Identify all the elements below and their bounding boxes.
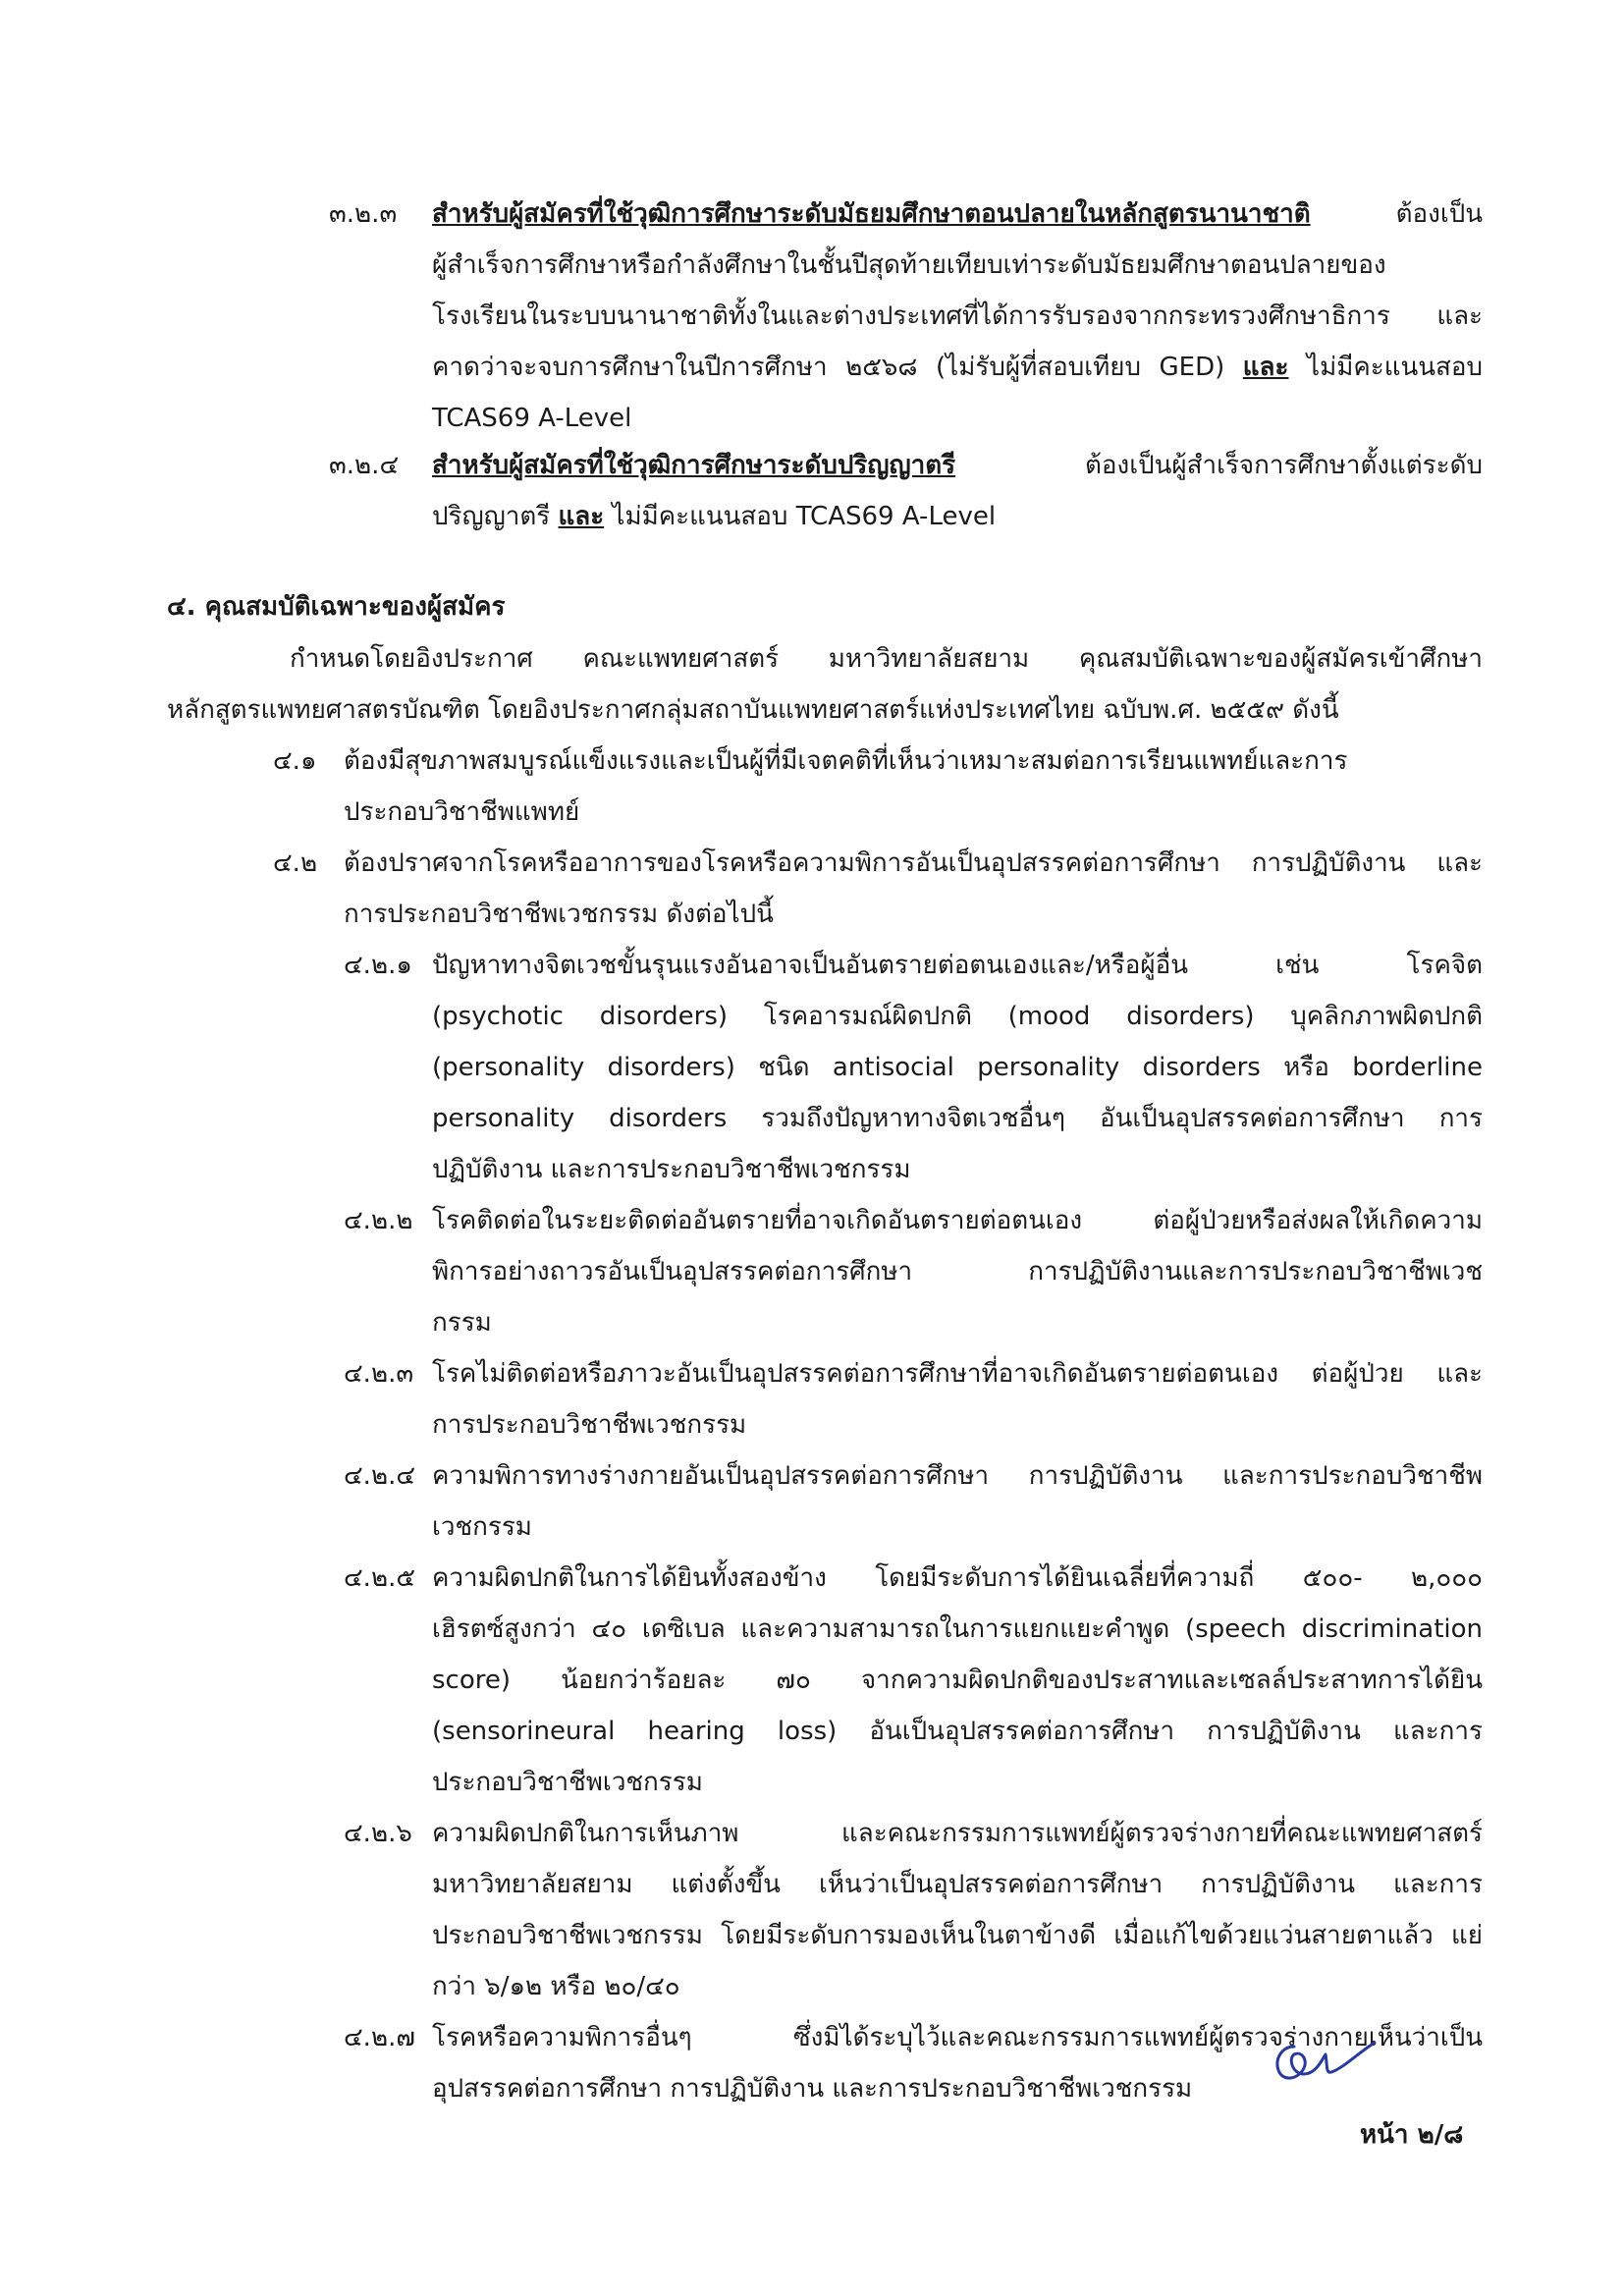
paragraph-line: (personality disorders) ชนิด antisocial personality disorders หรือ borderline: [432, 1053, 1483, 1082]
item-number: ๔.๒.๔: [344, 1461, 416, 1491]
paragraph-line: การประกอบวิชาชีพเวชกรรม ดังต่อไปนี้: [344, 900, 774, 929]
paragraph-line: ต้องมีสุขภาพสมบูรณ์แข็งแรงและเป็นผู้ที่มีเจตคติที่เห็นว่าเหมาะสมต่อการเรียนแพทย์และการ: [344, 746, 1348, 776]
item-number: ๔.๒.๒: [344, 1206, 413, 1235]
item-number: ๔.๒.๓: [344, 1359, 414, 1389]
item-4-2-4: [432, 1450, 1483, 1553]
section-3-2-4: [432, 440, 1483, 542]
paragraph-line: โรคหรือความพิการอื่นๆ ซึ่งมิได้ระบุไว้และคณะกรรมการแพทย์ผู้ตรวจร่างกายเห็นว่าเป็น: [432, 2023, 1483, 2052]
handwritten-initials-icon: [1265, 2025, 1382, 2094]
page-number: หน้า ๒/๘: [1360, 2120, 1464, 2150]
section-3-2-3: [432, 189, 1483, 444]
paragraph-line: score) น้อยกว่าร้อยละ ๗๐ จากความผิดปกติของประสาทและเซลล์ประสาทการได้ยิน: [432, 1666, 1483, 1695]
section-intro: [167, 684, 1339, 736]
paragraph-line: กรรม: [432, 1308, 492, 1338]
section-lead: สำหรับผู้สมัครที่ใช้วุฒิการศึกษาระดับปริญญาตรี: [432, 451, 956, 480]
paragraph-line: การประกอบวิชาชีพเวชกรรม: [432, 1410, 747, 1440]
paragraph-line: ประกอบวิชาชีพเวชกรรม: [432, 1768, 703, 1797]
paragraph-line: ต้องปราศจากโรคหรืออาการของโรคหรือความพิการอันเป็นอุปสรรคต่อการศึกษา การปฏิบัติงาน และ: [344, 848, 1483, 878]
section-lead: สำหรับผู้สมัครที่ใช้วุฒิการศึกษาระดับมัธยมศึกษาตอนปลายในหลักสูตรนานาชาติ: [432, 199, 1311, 229]
paragraph-line: (psychotic disorders) โรคอารมณ์ผิดปกติ (mood disorders) บุคลิกภาพผิดปกติ: [432, 1002, 1483, 1031]
emphasis-and: และ: [558, 502, 605, 531]
item-4-2-6: [432, 1808, 1483, 2012]
paragraph-line: ความพิการทางร่างกายอันเป็นอุปสรรคต่อการศึกษา การปฏิบัติงาน และการประกอบวิชาชีพ: [432, 1461, 1483, 1491]
paragraph-line: โรคติดต่อในระยะติดต่ออันตรายที่อาจเกิดอันตรายต่อตนเอง ต่อผู้ป่วยหรือส่งผลให้เกิดความ: [432, 1206, 1483, 1235]
paragraph-line: อุปสรรคต่อการศึกษา การปฏิบัติงาน และการประกอบวิชาชีพเวชกรรม: [432, 2074, 1193, 2104]
item-4-2: [344, 838, 1483, 940]
item-4-2-1: [432, 940, 1483, 1195]
item-4-2-5: [432, 1553, 1483, 1808]
item-4-2-3: [432, 1348, 1483, 1450]
paragraph-line: ปฏิบัติงาน และการประกอบวิชาชีพเวชกรรม: [432, 1155, 911, 1184]
emphasis-and: และ: [1242, 353, 1289, 382]
item-4-2-2: [432, 1195, 1483, 1348]
item-number: ๔.๒: [273, 848, 318, 878]
paragraph-line: สำหรับผู้สมัครที่ใช้วุฒิการศึกษาระดับปริญญาตรี ต้องเป็นผู้สำเร็จการศึกษาตั้งแต่ระดับ: [432, 451, 1483, 480]
paragraph-line: ผู้สำเร็จการศึกษาหรือกำลังศึกษาในชั้นปีสุดท้ายเทียบเท่าระดับมัธยมศึกษาตอนปลายของ: [432, 250, 1386, 280]
paragraph-line: กว่า ๖/๑๒ หรือ ๒๐/๔๐: [432, 1972, 680, 2001]
paragraph-line: (sensorineural hearing loss) อันเป็นอุปสรรคต่อการศึกษา การปฏิบัติงาน และการ: [432, 1717, 1483, 1746]
item-4-1: [344, 736, 1483, 838]
item-number: ๔.๒.๑: [344, 951, 412, 980]
item-number: ๓.๒.๓: [329, 199, 398, 229]
paragraph-line: เฮิรตซ์สูงกว่า ๔๐ เดซิเบล และความสามารถในการแยกแยะคำพูด (speech discrimination: [432, 1614, 1483, 1644]
paragraph-line: personality disorders รวมถึงปัญหาทางจิตเวชอื่นๆ อันเป็นอุปสรรคต่อการศึกษา การ: [432, 1104, 1483, 1133]
paragraph-line: ประกอบวิชาชีพแพทย์: [344, 797, 580, 827]
paragraph-line: คาดว่าจะจบการศึกษาในปีการศึกษา ๒๕๖๘ (ไม่รับผู้ที่สอบเทียบ GED) และ ไม่มีคะแนนสอบ: [432, 353, 1483, 382]
paragraph-line: โรคไม่ติดต่อหรือภาวะอันเป็นอุปสรรคต่อการศึกษาที่อาจเกิดอันตรายต่อตนเอง ต่อผู้ป่วย และ: [432, 1359, 1483, 1389]
paragraph-line: TCAS69 A-Level: [432, 404, 632, 433]
paragraph-line: ประกอบวิชาชีพเวชกรรม โดยมีระดับการมองเห็นในตาข้างดี เมื่อแก้ไขด้วยแว่นสายตาแล้ว แย่: [432, 1921, 1483, 1950]
paragraph-line: เวชกรรม: [432, 1512, 532, 1542]
paragraph-line: หลักสูตรแพทยศาสตรบัณฑิต โดยอิงประกาศกลุ่มสถาบันแพทยศาสตร์แห่งประเทศไทย ฉบับพ.ศ. ๒๕๕๙ ดังนี้: [167, 695, 1339, 725]
item-number: ๓.๒.๔: [329, 451, 400, 480]
paragraph-line: กำหนดโดยอิงประกาศ คณะแพทยศาสตร์ มหาวิทยาลัยสยาม คุณสมบัติเฉพาะของผู้สมัครเข้าศึกษา: [290, 644, 1483, 674]
item-number: ๔.๒.๖: [344, 1819, 412, 1848]
item-number: ๔.๑: [273, 746, 317, 776]
item-number: ๔.๒.๗: [344, 2023, 415, 2052]
paragraph-line: มหาวิทยาลัยสยาม แต่งตั้งขึ้น เห็นว่าเป็นอุปสรรคต่อการศึกษา การปฏิบัติงาน และการ: [432, 1870, 1483, 1899]
paragraph-line: พิการอย่างถาวรอันเป็นอุปสรรคต่อการศึกษา การปฏิบัติงานและการประกอบวิชาชีพเวช: [432, 1257, 1483, 1286]
section-heading: ๔. คุณสมบัติเฉพาะของผู้สมัคร: [167, 592, 506, 622]
paragraph-line: ปริญญาตรี และ ไม่มีคะแนนสอบ TCAS69 A-Level: [432, 502, 997, 531]
paragraph-line: ความผิดปกติในการเห็นภาพ และคณะกรรมการแพทย์ผู้ตรวจร่างกายที่คณะแพทยศาสตร์: [432, 1819, 1483, 1848]
paragraph-line: ปัญหาทางจิตเวชขั้นรุนแรงอันอาจเป็นอันตรายต่อตนเองและ/หรือผู้อื่น เช่น โรคจิต: [432, 951, 1483, 980]
paragraph-line: ความผิดปกติในการได้ยินทั้งสองข้าง โดยมีระดับการได้ยินเฉลี่ยที่ความถี่ ๕๐๐- ๒,๐๐๐: [432, 1563, 1483, 1593]
section-intro: [290, 633, 1483, 684]
paragraph-line: โรงเรียนในระบบนานาชาติทั้งในและต่างประเทศที่ได้การรับรองจากกระทรวงศึกษาธิการ และ: [432, 301, 1483, 331]
item-number: ๔.๒.๕: [344, 1563, 416, 1593]
paragraph-line: สำหรับผู้สมัครที่ใช้วุฒิการศึกษาระดับมัธยมศึกษาตอนปลายในหลักสูตรนานาชาติ ต้องเป็น: [432, 199, 1483, 229]
